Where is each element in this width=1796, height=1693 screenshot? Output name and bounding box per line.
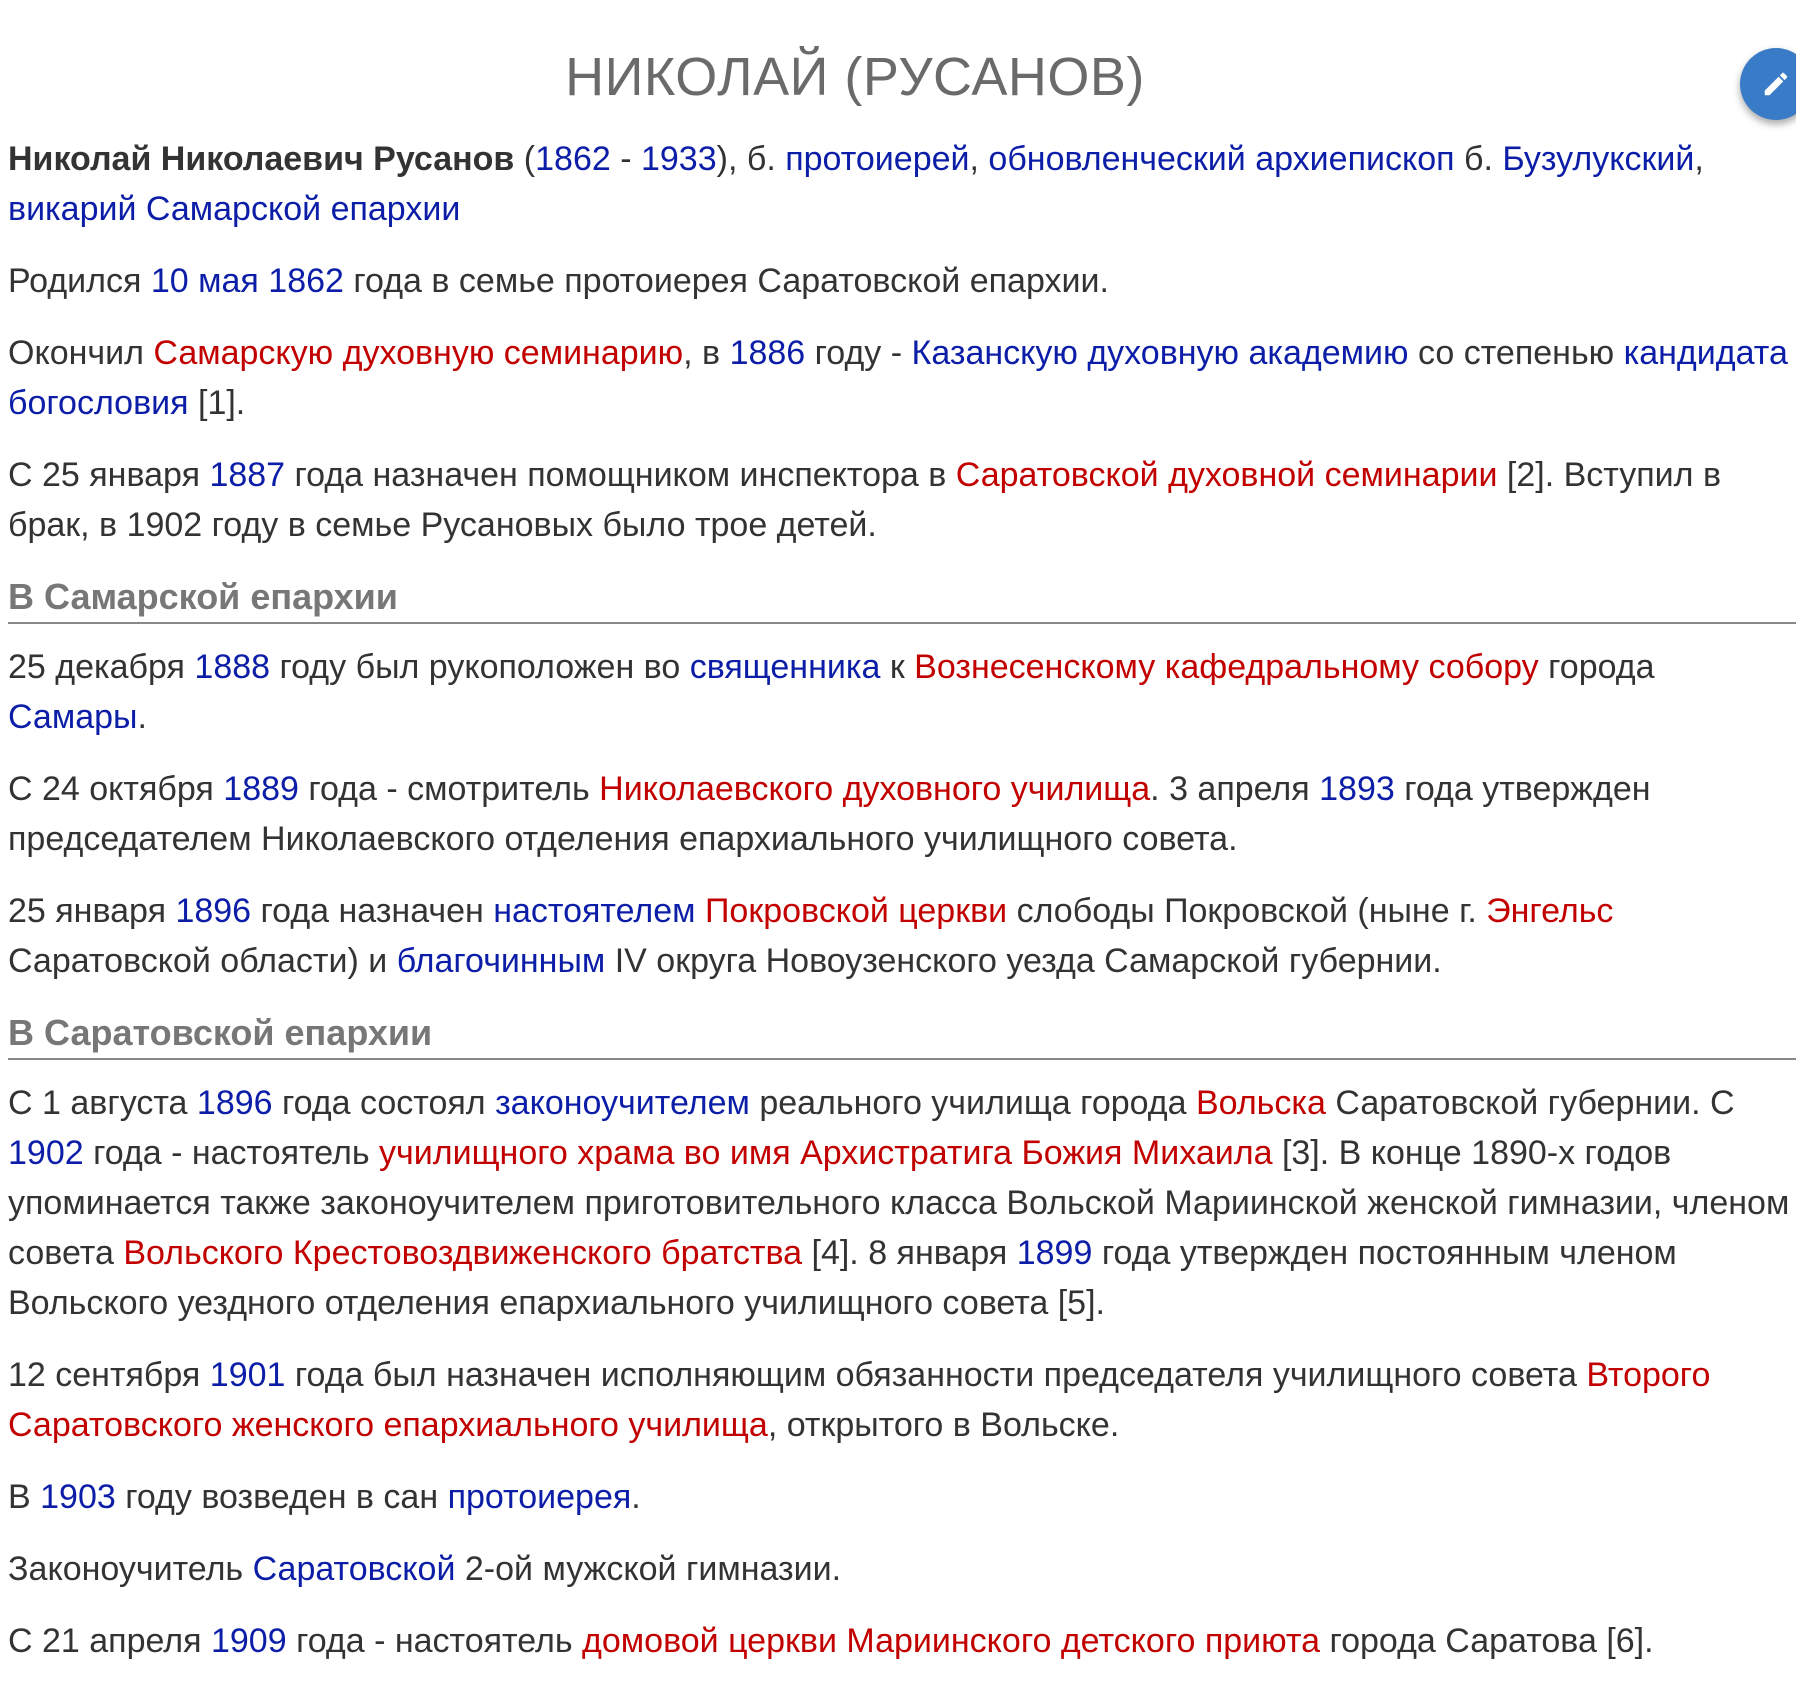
- samara-paragraph-3: 25 января 1896 года назначен настоятелем Покровской церкви слободы Покровской (ныне г. Энгельс Саратовской области) и благочинным IV округа Новоузенского уезда Самарской губернии.: [8, 892, 1614, 980]
- pencil-icon: [1761, 69, 1791, 99]
- link-volsk[interactable]: Вольска: [1196, 1084, 1326, 1122]
- link-birth-year[interactable]: 1862: [535, 140, 611, 178]
- link-year-1886[interactable]: 1886: [729, 334, 806, 372]
- saratov-paragraph-5: С 21 апреля 1909 года - настоятель домовой церкви Мариинского детского приюта города Саратова [6].: [8, 1622, 1654, 1660]
- link-rector[interactable]: настоятелем: [493, 892, 696, 930]
- link-law-teacher[interactable]: законоучителем: [495, 1084, 750, 1122]
- link-engels[interactable]: Энгельс: [1486, 892, 1614, 930]
- link-year-1896-b[interactable]: 1896: [196, 1084, 273, 1122]
- link-pokrovskaya-church[interactable]: Покровской церкви: [704, 892, 1008, 930]
- link-saratov-seminary[interactable]: Саратовской духовной семинарии: [955, 456, 1498, 494]
- saratov-paragraph-4: Законоучитель Саратовской 2-ой мужской гимназии.: [8, 1550, 842, 1588]
- link-buzuluk[interactable]: Бузулукский: [1502, 140, 1695, 178]
- link-year-1903[interactable]: 1903: [40, 1478, 116, 1516]
- link-year-1902[interactable]: 1902: [8, 1134, 84, 1172]
- paragraph-1887: С 25 января 1887 года назначен помощником инспектора в Саратовской духовной семинарии [2]. Вступил в брак, в 1902 году в семье Русановых было трое детей.: [8, 456, 1722, 544]
- link-year-1896[interactable]: 1896: [175, 892, 252, 930]
- edit-button[interactable]: [1740, 48, 1796, 120]
- person-name: Николай Николаевич Русанов: [8, 140, 515, 178]
- link-year-1909[interactable]: 1909: [210, 1622, 287, 1660]
- link-death-year[interactable]: 1933: [640, 140, 717, 178]
- link-priest[interactable]: священника: [689, 648, 881, 686]
- link-year-1889[interactable]: 1889: [223, 770, 299, 808]
- education-paragraph: Окончил Самарскую духовную семинарию, в 1886 году - Казанскую духовную академию со степенью кандидата богословия [1].: [8, 334, 1788, 422]
- link-renovationist-archbishop[interactable]: обновленческий архиепископ: [988, 140, 1455, 178]
- link-ascension-cathedral[interactable]: Вознесенскому кафедральному собору: [914, 648, 1539, 686]
- link-theology-candidate[interactable]: кандидата богословия: [8, 334, 1788, 422]
- saratov-paragraph-2: 12 сентября 1901 года был назначен исполняющим обязанности председателя училищного совета Второго Саратовского женского епархиального училища, открытого в Вольске.: [8, 1356, 1711, 1444]
- link-second-saratov-school[interactable]: Второго Саратовского женского епархиального училища: [8, 1356, 1711, 1444]
- samara-paragraph-1: 25 декабря 1888 году был рукоположен во священника к Вознесенскому кафедральному собору города Самары.: [8, 648, 1655, 736]
- link-volsk-brotherhood[interactable]: Вольского Крестовоздвиженского братства: [123, 1234, 803, 1272]
- link-samara-city[interactable]: Самары: [8, 698, 138, 736]
- link-dean[interactable]: благочинным: [396, 942, 606, 980]
- section-heading-saratov: В Саратовской епархии: [8, 1010, 1796, 1060]
- link-michael-temple[interactable]: училищного храма во имя Архистратига Божия Михаила: [379, 1134, 1273, 1172]
- link-year-1899[interactable]: 1899: [1016, 1234, 1093, 1272]
- link-nikolaev-school[interactable]: Николаевского духовного училища: [599, 770, 1151, 808]
- intro-paragraph: Николай Николаевич Русанов (1862 - 1933), б. протоиерей, обновленческий архиепископ б. Бузулукский, викарий Самарской епархии: [8, 140, 1704, 228]
- link-birth-date[interactable]: 10 мая: [150, 262, 259, 300]
- link-kazan-academy[interactable]: Казанскую духовную академию: [911, 334, 1409, 372]
- section-heading-samara: В Самарской епархии: [8, 574, 1796, 624]
- link-year-1901[interactable]: 1901: [209, 1356, 286, 1394]
- link-birth-year-2[interactable]: 1862: [268, 262, 344, 300]
- page-title: НИКОЛАЙ (РУСАНОВ): [565, 47, 1145, 107]
- samara-paragraph-2: С 24 октября 1889 года - смотритель Николаевского духовного училища. 3 апреля 1893 года утвержден председателем Николаевского отделения епархиального училищного совета.: [8, 770, 1651, 858]
- link-mariinsky-shelter-church[interactable]: домовой церкви Мариинского детского приюта: [582, 1622, 1320, 1660]
- link-vicar-samara[interactable]: викарий Самарской епархии: [8, 190, 461, 228]
- link-saratov[interactable]: Саратовской: [252, 1550, 456, 1588]
- born-paragraph: Родился 10 мая 1862 года в семье протоиерея Саратовской епархии.: [8, 262, 1109, 300]
- link-samara-seminary[interactable]: Самарскую духовную семинарию: [153, 334, 684, 372]
- link-year-1893[interactable]: 1893: [1319, 770, 1395, 808]
- saratov-paragraph-1: С 1 августа 1896 года состоял законоучителем реального училища города Вольска Саратовской губернии. С 1902 года - настоятель училищного храма во имя Архистратига Божия Михаила [3]. В конце 1890-х годов упоминается также законоучителем приготовительного класса Вольской Мариинской женской гимназии, членом совета Вольского Крестовоздвиженского братства [4]. 8 января 1899 года утвержден постоянным членом Вольского уездного отделения епархиального училищного совета [5].: [8, 1084, 1790, 1322]
- link-year-1887[interactable]: 1887: [209, 456, 286, 494]
- saratov-paragraph-3: В 1903 году возведен в сан протоиерея.: [8, 1478, 641, 1516]
- link-protoiereus[interactable]: протоиерей: [785, 140, 970, 178]
- link-protoiereus-rank[interactable]: протоиерея: [447, 1478, 632, 1516]
- article-content: [8, 134, 1796, 1688]
- link-year-1888[interactable]: 1888: [194, 648, 271, 686]
